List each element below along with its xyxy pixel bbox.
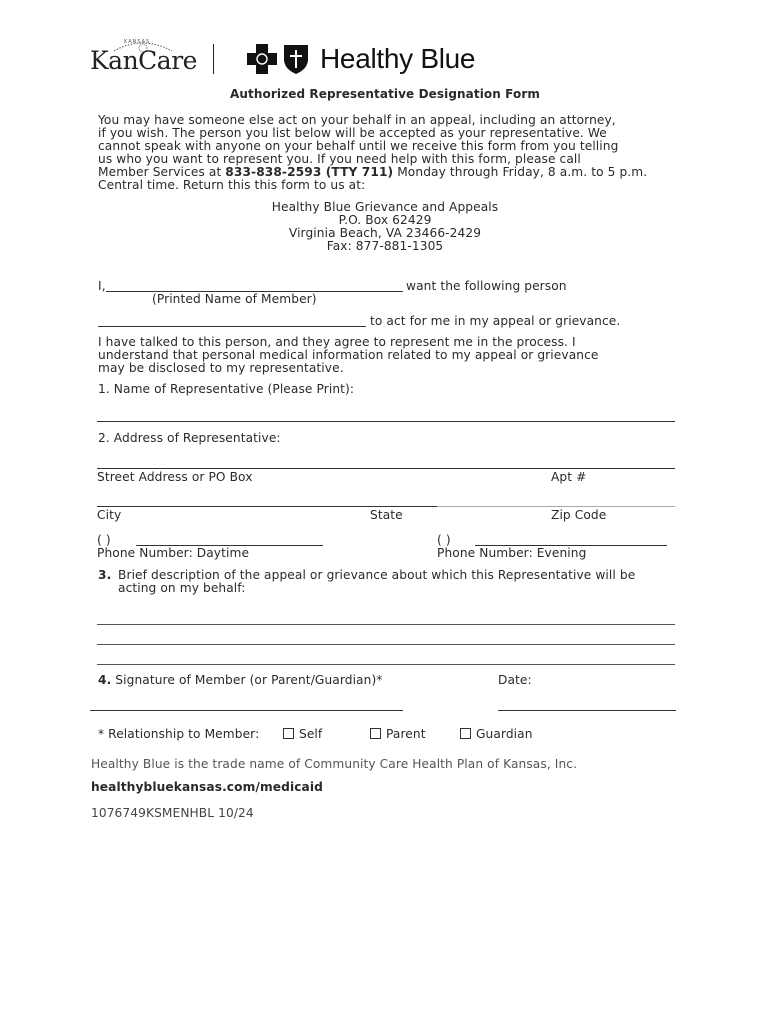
- checkbox-icon[interactable]: [460, 728, 471, 739]
- phone-eve-label: Phone Number: Evening: [437, 546, 587, 560]
- consent-line-1: I have talked to this person, and they agree to represent me in the process. I: [98, 335, 576, 349]
- description-line-2[interactable]: [97, 644, 675, 645]
- form-title: Authorized Representative Designation Form: [230, 87, 540, 101]
- consent-line-2: understand that personal medical information related to my appeal or grievance: [98, 348, 599, 362]
- relationship-self-checkbox[interactable]: [283, 728, 322, 741]
- address-line: Healthy Blue Grievance and Appeals: [271, 200, 499, 214]
- checkbox-icon[interactable]: [283, 728, 294, 739]
- q4-text: Signature of Member (or Parent/Guardian)*: [111, 673, 383, 687]
- guardian-label: Guardian: [476, 727, 533, 741]
- consent-line-3: may be disclosed to my representative.: [98, 361, 344, 375]
- kancare-logo: [90, 38, 197, 76]
- q2-label: 2. Address of Representative:: [98, 431, 281, 445]
- form-code: 1076749KSMENHBL 10/24: [91, 806, 254, 820]
- phone-day-label: Phone Number: Daytime: [97, 546, 250, 560]
- trade-name-note: Healthy Blue is the trade name of Community Care Health Plan of Kansas, Inc.: [91, 757, 578, 771]
- kancare-arc-text: KANSAS: [124, 39, 151, 45]
- member-suffix: want the following person: [406, 279, 567, 293]
- intro-text: Member Services at: [98, 165, 226, 179]
- kancare-wordmark: KanCare: [90, 46, 197, 75]
- intro-line-3: cannot speak with anyone on your behalf until we receive this form from you telling: [98, 139, 619, 153]
- q3-line-2: acting on my behalf:: [118, 581, 246, 595]
- intro-text: Monday through Friday, 8 a.m. to 5 p.m.: [393, 165, 648, 179]
- q3-number: 3.: [98, 568, 112, 582]
- blue-cross-blue-shield-icon: [246, 42, 312, 76]
- intro-line-4: us who you want to represent you. If you need help with this form, please call: [98, 152, 581, 166]
- evening-area-code: ( ): [437, 533, 451, 547]
- fax-line: Fax: 877-881-1305: [326, 239, 444, 253]
- parent-label: Parent: [386, 727, 426, 741]
- intro-line-6: Central time. Return this this form to us at:: [98, 178, 366, 192]
- q3-line-1: Brief description of the appeal or grievance about which this Representative will be: [118, 568, 636, 582]
- q4-label: [98, 674, 383, 687]
- self-label: Self: [299, 727, 323, 741]
- city-label: City: [97, 508, 122, 522]
- apt-label: Apt #: [551, 470, 587, 484]
- act-for-me-text: to act for me in my appeal or grievance.: [370, 314, 621, 328]
- zip-code-field[interactable]: [437, 506, 675, 507]
- checkbox-icon[interactable]: [370, 728, 381, 739]
- intro-line-2: if you wish. The person you list below will be accepted as your representative. We: [98, 126, 607, 140]
- relationship-guardian-checkbox[interactable]: [460, 728, 533, 741]
- relationship-label: * Relationship to Member:: [98, 727, 260, 741]
- date-field[interactable]: [498, 710, 676, 711]
- q1-label: 1. Name of Representative (Please Print):: [98, 382, 355, 396]
- relationship-parent-checkbox[interactable]: [370, 728, 426, 741]
- representative-name-field[interactable]: [97, 421, 675, 422]
- zip-label: Zip Code: [551, 508, 607, 522]
- q4-number: 4.: [98, 673, 112, 687]
- representative-name-inline-field[interactable]: [98, 326, 366, 327]
- member-name-caption: (Printed Name of Member): [152, 292, 317, 306]
- logo-divider: [213, 44, 214, 74]
- description-line-1[interactable]: [97, 624, 675, 625]
- daytime-area-code: ( ): [97, 533, 111, 547]
- intro-line-1: You may have someone else act on your behalf in an appeal, including an attorney,: [98, 113, 616, 127]
- website-link[interactable]: healthybluekansas.com/medicaid: [91, 780, 323, 794]
- healthy-blue-logo: [246, 42, 476, 78]
- street-address-field[interactable]: [97, 468, 675, 469]
- street-label: Street Address or PO Box: [97, 470, 253, 484]
- state-label: State: [370, 508, 403, 522]
- healthy-blue-wordmark: Healthy Blue: [320, 43, 476, 74]
- city-state-field[interactable]: [97, 506, 437, 507]
- address-line: Virginia Beach, VA 23466-2429: [288, 226, 482, 240]
- member-prefix: I,: [98, 279, 106, 293]
- address-line: P.O. Box 62429: [338, 213, 432, 227]
- description-line-3[interactable]: [97, 664, 675, 665]
- date-label: Date:: [498, 673, 532, 687]
- member-services-phone: 833-838-2593 (TTY 711): [225, 165, 394, 179]
- signature-field[interactable]: [90, 710, 403, 711]
